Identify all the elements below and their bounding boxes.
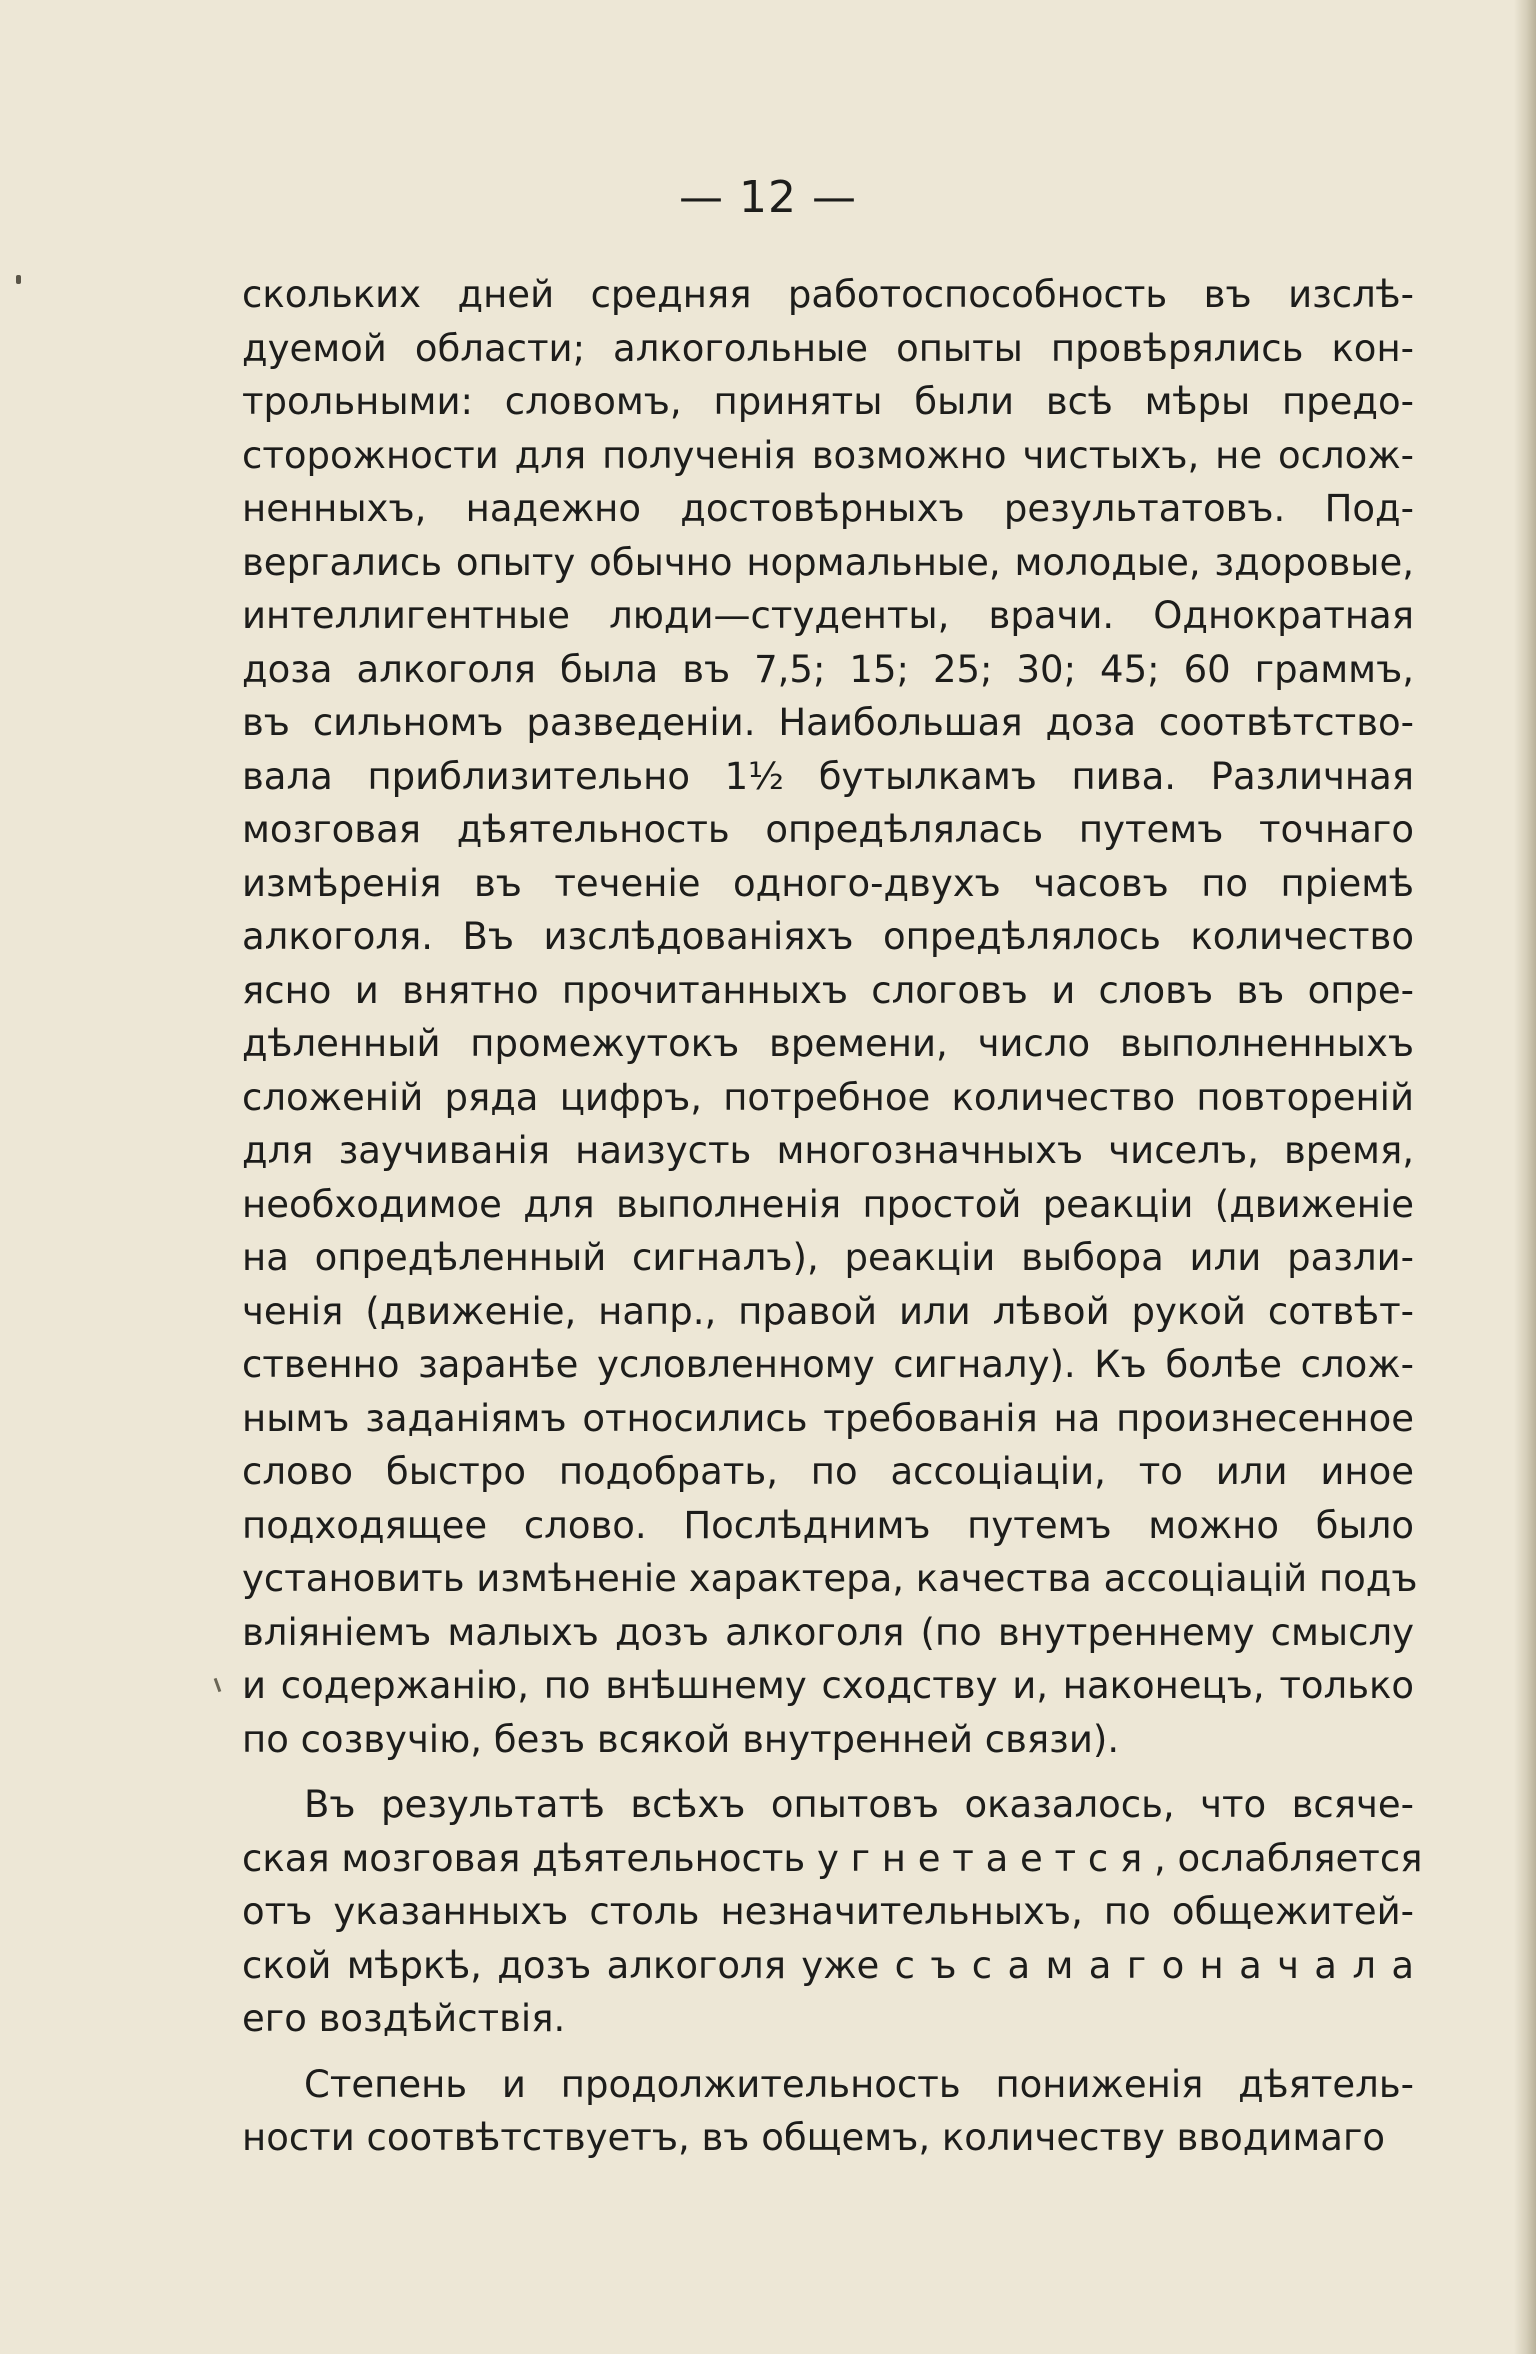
text-line: на опредѣленный сигналъ), реакціи выбора или разли- bbox=[242, 1236, 1414, 1279]
page-edge-shadow bbox=[1514, 0, 1536, 2354]
paragraph-gap bbox=[242, 1766, 1414, 1778]
print-speck bbox=[16, 275, 21, 284]
text-line: интеллигентные люди—студенты, врачи. Однократная bbox=[242, 594, 1414, 637]
text-line: вала приблизительно 1½ бутылкамъ пива. Различная bbox=[242, 754, 1414, 798]
text-line: слово быстро подобрать, по ассоціаціи, то или иное bbox=[242, 1450, 1414, 1493]
text-line: Въ результатѣ всѣхъ опытовъ оказалось, что всяче- bbox=[304, 1783, 1414, 1826]
text-line: по созвучію, безъ всякой внутренней связи). bbox=[242, 1717, 1120, 1761]
text-line: дуемой области; алкогольные опыты провѣрялись кон- bbox=[242, 326, 1414, 370]
text-line: ясно и внятно прочитанныхъ слоговъ и словъ въ опре- bbox=[242, 968, 1414, 1012]
text-line: вергались опыту обычно нормальные, молодые, здоровые, bbox=[242, 540, 1414, 584]
text-line: необходимое для выполненія простой реакціи (движеніе bbox=[242, 1182, 1414, 1226]
text-line: вліяніемъ малыхъ дозъ алкоголя (по внутреннему смыслу bbox=[242, 1610, 1414, 1654]
text-line: доза алкоголя была въ 7,5; 15; 25; 30; 45; 60 граммъ, bbox=[242, 647, 1414, 691]
text-line: дѣленный промежутокъ времени, число выполненныхъ bbox=[242, 1022, 1414, 1065]
text-line: сторожности для полученія возможно чистыхъ, не ослож- bbox=[242, 433, 1414, 477]
text-line: подходящее слово. Послѣднимъ путемъ можно было bbox=[242, 1503, 1414, 1547]
text-line: мозговая дѣятельность опредѣлялась путемъ точнаго bbox=[242, 808, 1414, 851]
text-line: отъ указанныхъ столь незначительныхъ, по общежитей- bbox=[242, 1890, 1414, 1933]
text-line: ченія (движеніе, напр., правой или лѣвой рукой сотвѣт- bbox=[242, 1289, 1414, 1333]
text-line: измѣренія въ теченіе одного-двухъ часовъ по пріемѣ bbox=[242, 861, 1414, 905]
text-line: скольких дней средняя работоспособность въ изслѣ- bbox=[242, 273, 1414, 316]
text-line: нымъ заданіямъ относились требованія на произнесенное bbox=[242, 1396, 1414, 1440]
page-number: — 12 — bbox=[679, 172, 857, 223]
text-line: въ сильномъ разведеніи. Наибольшая доза соотвѣтство- bbox=[242, 701, 1414, 744]
body-text bbox=[242, 268, 1423, 2165]
text-line: ской мѣркѣ, дозъ алкоголя уже с ъ с а м а г о н а ч а л а bbox=[242, 1943, 1414, 1987]
text-line: сложеній ряда цифръ, потребное количество повтореній bbox=[242, 1075, 1414, 1119]
text-line: ненныхъ, надежно достовѣрныхъ результатовъ. Под- bbox=[242, 487, 1414, 530]
text-line: ственно заранѣе условленному сигналу). Къ болѣе слож- bbox=[242, 1343, 1414, 1386]
text-line: трольными: словомъ, приняты были всѣ мѣры предо- bbox=[242, 380, 1414, 423]
text-line: его воздѣйствія. bbox=[242, 1997, 566, 2040]
text-line: алкоголя. Въ изслѣдованіяхъ опредѣлялось количество bbox=[242, 915, 1414, 958]
text-line: ская мозговая дѣятельность у г н е т а е т с я , ослабляется bbox=[242, 1836, 1423, 1880]
print-speck bbox=[214, 1678, 222, 1692]
text-line: установить измѣненіе характера, качества ассоціацій подъ bbox=[242, 1557, 1418, 1600]
text-line: Степень и продолжительность пониженія дѣятель- bbox=[304, 2062, 1414, 2106]
text-line: и содержанію, по внѣшнему сходству и, наконецъ, только bbox=[242, 1664, 1414, 1707]
paragraph-gap bbox=[242, 2046, 1414, 2058]
text-line: ности соотвѣтствуетъ, въ общемъ, количеству вводимаго bbox=[242, 2116, 1386, 2159]
text-line: для заучиванія наизусть многозначныхъ чиселъ, время, bbox=[242, 1129, 1414, 1172]
